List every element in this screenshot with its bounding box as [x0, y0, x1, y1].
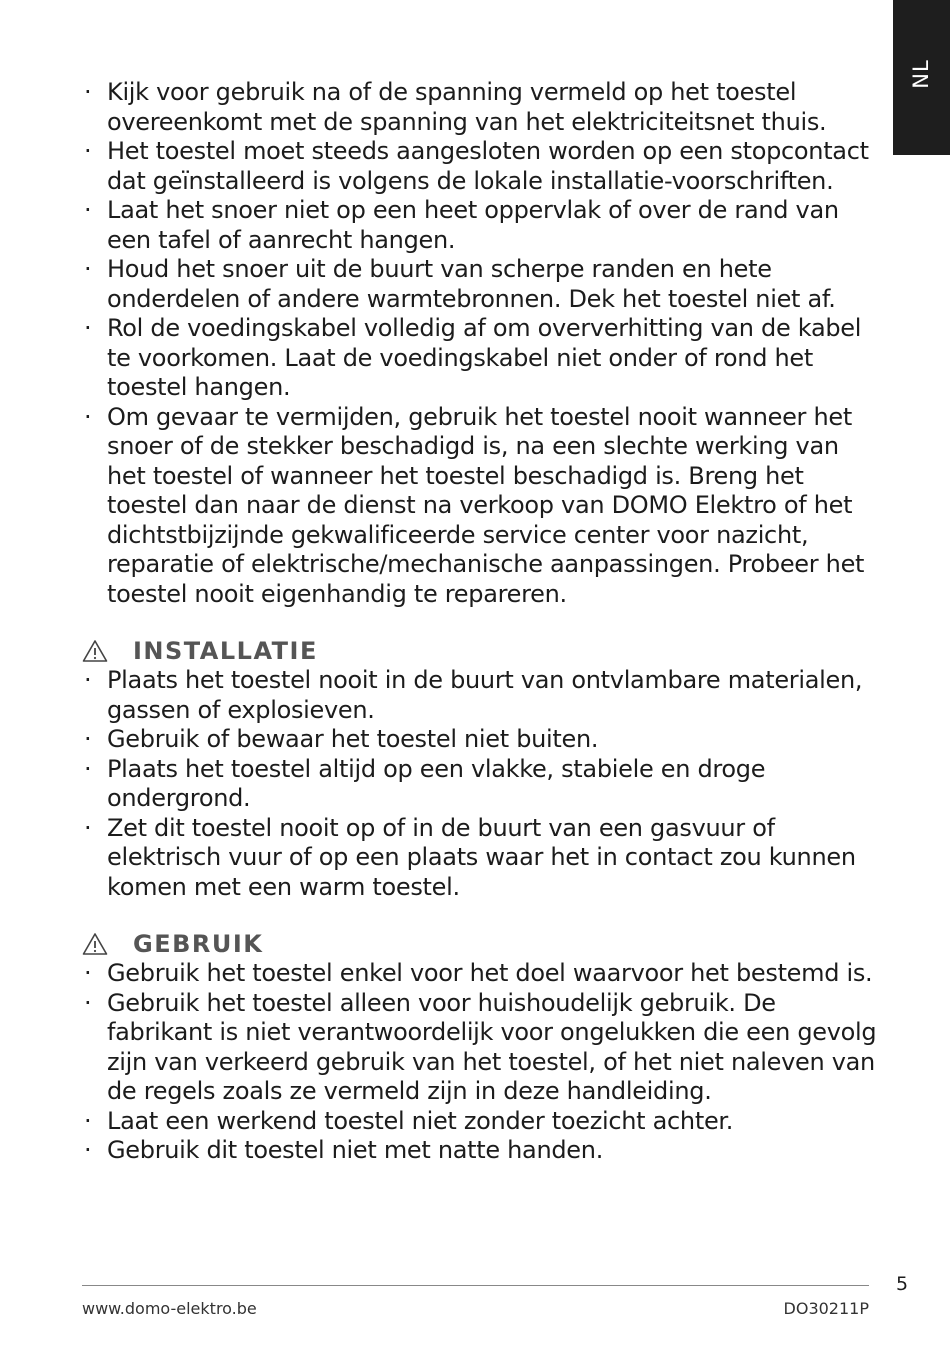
warning-triangle-icon [82, 932, 108, 956]
safety-list-general [82, 78, 882, 609]
section-title: INSTALLATIE [133, 637, 318, 665]
list-item: · Kijk voor gebruik na of de spanning vermeld op het toestel overeenkomt met de spanning van het elektriciteitsnet thuis. [82, 78, 882, 137]
list-item: · Zet dit toestel nooit op of in de buurt van een gasvuur of elektrisch vuur of op een plaats waar het in contact zou kunnen komen met een warm toestel. [82, 814, 882, 903]
safety-list-gebruik [82, 959, 882, 1166]
language-tab-label: NL [909, 59, 933, 89]
section-title: GEBRUIK [133, 930, 264, 958]
gebruik-heading [82, 929, 882, 959]
list-item: · Gebruik dit toestel niet met natte handen. [82, 1136, 882, 1166]
footer-model-number: DO30211P [783, 1299, 869, 1318]
footer-divider [82, 1285, 869, 1286]
footer-website: www.domo-elektro.be [82, 1299, 257, 1318]
list-item: · Gebruik het toestel enkel voor het doel waarvoor het bestemd is. [82, 959, 882, 989]
list-item: · Het toestel moet steeds aangesloten worden op een stopcontact dat geïnstalleerd is volgens de lokale installatie-voorschriften. [82, 137, 882, 196]
installatie-heading [82, 636, 882, 666]
list-item: · Plaats het toestel altijd op een vlakke, stabiele en droge ondergrond. [82, 755, 882, 814]
language-tab [893, 0, 950, 155]
page-number: 5 [896, 1273, 909, 1295]
list-item: · Om gevaar te vermijden, gebruik het toestel nooit wanneer het snoer of de stekker beschadigd is, na een slechte werking van het toestel of wanneer het toestel beschadigd is. Breng het toestel dan naar de dienst na verkoop van DOMO Elektro of het dichtstbijzijnde gekwalificeerde service center voor nazicht, reparatie of elektrische/mechanische aanpassingen. Probeer het toestel nooit eigenhandig te repareren. [82, 403, 882, 610]
list-item: · Plaats het toestel nooit in de buurt van ontvlambare materialen, gassen of explosieven. [82, 666, 882, 725]
safety-list-installatie [82, 666, 882, 902]
list-item: · Gebruik het toestel alleen voor huishoudelijk gebruik. De fabrikant is niet verantwoordelijk voor ongelukken die een gevolg zijn van verkeerd gebruik van het toestel, of het niet naleven van de regels zoals ze vermeld zijn in deze handleiding. [82, 989, 882, 1107]
list-item: · Houd het snoer uit de buurt van scherpe randen en hete onderdelen of andere warmtebronnen. Dek het toestel niet af. [82, 255, 882, 314]
page-content [82, 78, 882, 1166]
list-item: · Rol de voedingskabel volledig af om oververhitting van de kabel te voorkomen. Laat de voedingskabel niet onder of rond het toestel hangen. [82, 314, 882, 403]
list-item: · Laat een werkend toestel niet zonder toezicht achter. [82, 1107, 882, 1137]
list-item: · Gebruik of bewaar het toestel niet buiten. [82, 725, 882, 755]
list-item: · Laat het snoer niet op een heet oppervlak of over de rand van een tafel of aanrecht hangen. [82, 196, 882, 255]
warning-triangle-icon [82, 639, 108, 663]
